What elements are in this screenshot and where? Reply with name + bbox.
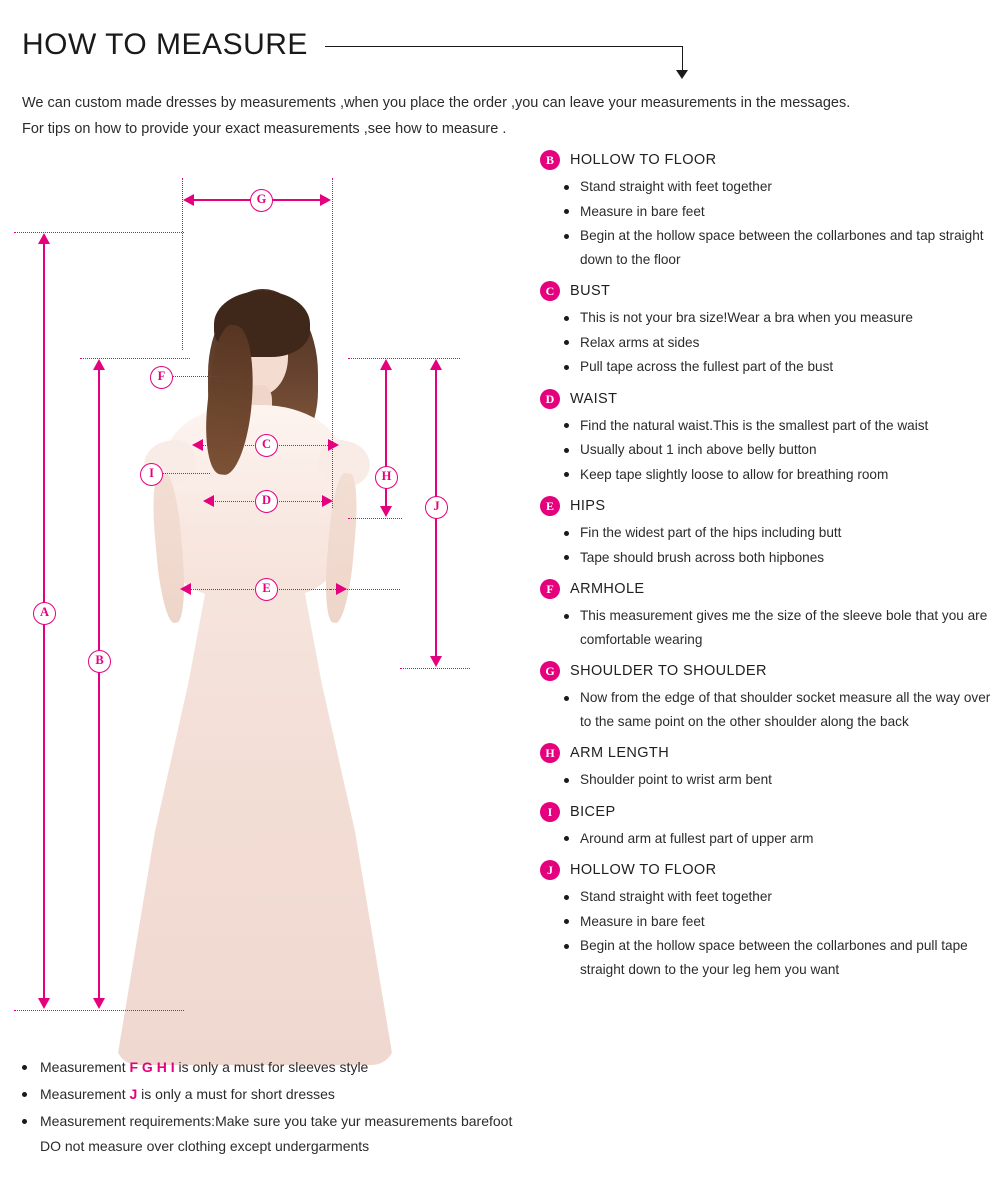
measure-arrow-h-bottom [380, 506, 392, 517]
measurement-entry-header [540, 389, 1000, 409]
badge-b: B [88, 650, 111, 673]
measurement-entry [540, 389, 1000, 487]
measurement-name: BICEP [570, 803, 616, 820]
badge-letter: C [540, 281, 560, 301]
measurement-diagram [0, 150, 500, 1040]
badge-letter: D [540, 389, 560, 409]
badge-i: I [140, 463, 163, 486]
list-item: Shoulder point to wrist arm bent [540, 768, 1000, 792]
badge-c: C [255, 434, 278, 457]
guide-g-right [332, 178, 333, 508]
measurement-name: ARMHOLE [570, 581, 645, 597]
measurement-name: HOLLOW TO FLOOR [570, 862, 717, 878]
list-item: This is not your bra size!Wear a bra when you measure [540, 306, 1000, 330]
footer-notes [14, 1055, 514, 1161]
measure-arrow-g-right [320, 194, 331, 206]
measurement-entry [540, 743, 1000, 792]
intro-line-1: We can custom made dresses by measurements ,when you place the order ,you can leave your measurements in the messages. [22, 95, 851, 111]
measure-arrow-c-left [192, 439, 203, 451]
measure-arrow-j-top [430, 359, 442, 370]
measurement-bullets [540, 686, 1000, 733]
dress-skirt-shape [116, 535, 394, 1065]
measurement-entry [540, 496, 1000, 569]
list-item: Around arm at fullest part of upper arm [540, 827, 1000, 851]
guide-i [160, 473, 210, 474]
measure-arrow-a-top [38, 233, 50, 244]
list-item: Pull tape across the fullest part of the bust [540, 355, 1000, 379]
footer-note-1-highlight: F G H I [129, 1059, 175, 1075]
footer-note-1-pre: Measurement [40, 1059, 130, 1075]
guide-h-bottom [348, 518, 402, 519]
list-item: This measurement gives me the size of the sleeve bole that you are comfortable wearing [540, 604, 1000, 651]
title-rule-vertical [682, 46, 683, 72]
list-item: Fin the widest part of the hips including butt [540, 521, 1000, 545]
measure-line-b [98, 370, 100, 998]
list-item: Measure in bare feet [540, 910, 1000, 934]
measurement-entry-header [540, 150, 1000, 170]
measure-arrow-d-right [322, 495, 333, 507]
page-title: HOW TO MEASURE [22, 28, 308, 61]
footer-note-1 [14, 1055, 514, 1080]
measurement-bullets [540, 768, 1000, 792]
badge-e: E [255, 578, 278, 601]
badge-letter: E [540, 496, 560, 516]
footer-note-3-pre: Measurement requirements:Make sure you take yur measurements barefoot DO not measure over clothing except undergarments [40, 1113, 513, 1154]
badge-j: J [425, 496, 448, 519]
badge-letter: I [540, 802, 560, 822]
footer-note-1-post: is only a must for sleeves style [174, 1059, 369, 1075]
badge-h: H [375, 466, 398, 489]
list-item: Keep tape slightly loose to allow for breathing room [540, 463, 1000, 487]
list-item: Find the natural waist.This is the smallest part of the waist [540, 414, 1000, 438]
measurement-entry [540, 579, 1000, 651]
title-arrow-icon [676, 70, 688, 79]
measurement-entry-header [540, 743, 1000, 763]
measurement-name: HIPS [570, 498, 606, 514]
measure-arrow-d-left [203, 495, 214, 507]
footer-note-3 [14, 1109, 514, 1159]
measurement-bullets [540, 885, 1000, 981]
intro-line-2: For tips on how to provide your exact measurements ,see how to measure . [22, 121, 507, 137]
badge-letter: H [540, 743, 560, 763]
badge-a: A [33, 602, 56, 625]
measure-arrow-e-right [336, 583, 347, 595]
measurement-entry [540, 150, 1000, 271]
measure-arrow-c-right [328, 439, 339, 451]
dress-illustration [110, 205, 400, 1085]
measurement-name: SHOULDER TO SHOULDER [570, 663, 767, 679]
measure-arrow-a-bottom [38, 998, 50, 1009]
measure-arrow-g-left [183, 194, 194, 206]
measurement-entry-header [540, 860, 1000, 880]
footer-note-2-pre: Measurement [40, 1086, 130, 1102]
footer-note-2-post: is only a must for short dresses [137, 1086, 335, 1102]
measurement-bullets [540, 521, 1000, 569]
measure-arrow-b-bottom [93, 998, 105, 1009]
measurement-bullets [540, 414, 1000, 487]
badge-letter: B [540, 150, 560, 170]
guide-a-bottom [14, 1010, 184, 1011]
guide-j-bottom [400, 668, 470, 669]
measurement-name: ARM LENGTH [570, 745, 670, 761]
measurement-entry [540, 802, 1000, 851]
measure-arrow-h-top [380, 359, 392, 370]
badge-letter: F [540, 579, 560, 599]
guide-f [170, 376, 218, 377]
measurement-bullets [540, 306, 1000, 379]
guide-h-top [348, 358, 460, 359]
measurement-entry-header [540, 281, 1000, 301]
measure-arrow-e-left [180, 583, 191, 595]
intro-text [22, 90, 922, 142]
list-item: Tape should brush across both hipbones [540, 546, 1000, 570]
list-item: Measure in bare feet [540, 200, 1000, 224]
measurement-entry [540, 281, 1000, 379]
measurement-entry-header [540, 661, 1000, 681]
list-item: Begin at the hollow space between the collarbones and tap straight down to the floor [540, 224, 1000, 271]
list-item: Usually about 1 inch above belly button [540, 438, 1000, 462]
badge-letter: J [540, 860, 560, 880]
list-item: Relax arms at sides [540, 331, 1000, 355]
measurement-instructions-list [540, 150, 1000, 991]
measurement-bullets [540, 604, 1000, 651]
measurement-bullets [540, 175, 1000, 271]
measurement-bullets [540, 827, 1000, 851]
list-item: Now from the edge of that shoulder socket measure all the way over to the same point on the other shoulder along the back [540, 686, 1000, 733]
title-rule [325, 46, 683, 47]
footer-note-2 [14, 1082, 514, 1107]
badge-letter: G [540, 661, 560, 681]
badge-g: G [250, 189, 273, 212]
measurement-entry-header [540, 579, 1000, 599]
list-item: Begin at the hollow space between the collarbones and pull tape straight down to the your leg hem you want [540, 934, 1000, 981]
measurement-name: HOLLOW TO FLOOR [570, 152, 717, 168]
measurement-name: WAIST [570, 390, 618, 407]
list-item: Stand straight with feet together [540, 885, 1000, 909]
list-item: Stand straight with feet together [540, 175, 1000, 199]
measure-arrow-j-bottom [430, 656, 442, 667]
measure-arrow-b-top [93, 359, 105, 370]
measurement-entry-header [540, 802, 1000, 822]
measurement-entry-header [540, 496, 1000, 516]
measurement-entry [540, 860, 1000, 981]
badge-d: D [255, 490, 278, 513]
measurement-entry [540, 661, 1000, 733]
footer-note-2-highlight: J [129, 1086, 138, 1102]
badge-f: F [150, 366, 173, 389]
measurement-name: BUST [570, 283, 611, 299]
